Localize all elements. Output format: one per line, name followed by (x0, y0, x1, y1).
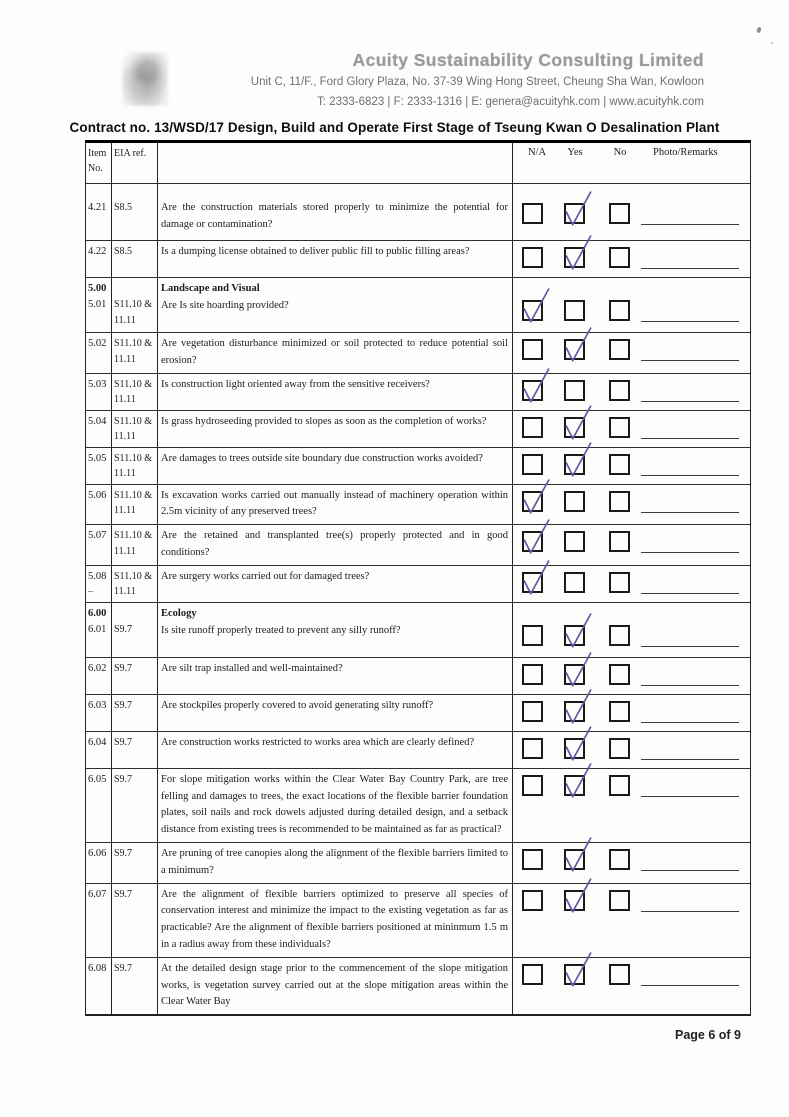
section-title: Ecology (161, 607, 197, 619)
question-cell (158, 485, 513, 525)
item-no-cell (86, 884, 112, 957)
eia-ref: S11.10 & 11.11 (114, 489, 152, 517)
checkbox-na-checked (522, 380, 543, 401)
checkbox-na (522, 339, 543, 360)
remarks-line (641, 592, 739, 594)
checklist-row (86, 768, 750, 842)
question-text: Are the retained and transplanted tree(s) properly protected and in good conditions? (161, 530, 508, 558)
answer-cell (513, 843, 750, 883)
checkbox-yes-checked (564, 664, 585, 685)
question-text: Are pruning of tree canopies along the alignment of the flexible barriers limited to a minimum? (161, 847, 508, 876)
eia-ref: S11.10 & 11.11 (114, 299, 152, 326)
item-no-cell (86, 843, 112, 883)
checklist-table (85, 140, 751, 1016)
eia-ref: S8.5 (114, 202, 133, 213)
eia-ref-cell (112, 448, 158, 484)
item-number: 5.02 (88, 338, 107, 349)
eia-ref: S8.5 (114, 246, 133, 257)
col-header-yes: Yes (567, 147, 583, 158)
col-header-no: No (613, 147, 627, 158)
checkbox-na-checked (522, 572, 543, 593)
checklist-row (86, 842, 750, 883)
item-no-cell (86, 333, 112, 373)
question-text: Are the alignment of flexible barriers optimized to preserve all species of conservation interest and minimize the impact to the existing vegetation as far as practicable? Are the alignment of flexible barriers positioned at mininmum 1.5 m in a radius away from these individuals? (161, 888, 508, 950)
col-header-item-no: Item No. (86, 143, 112, 183)
eia-ref-cell (112, 769, 158, 842)
answer-cell (513, 241, 750, 277)
answer-cell (513, 566, 750, 602)
item-number: 5.08 (88, 570, 107, 582)
item-number: 6.07 (88, 888, 107, 900)
item-no-cell (86, 485, 112, 525)
checkbox-no (609, 417, 630, 438)
checkbox-yes-checked (564, 417, 585, 438)
question-text: Are vegetation disturbance minimized or soil protected to reduce potential soil erosion? (161, 338, 508, 366)
checkbox-no (609, 738, 630, 759)
question-text: Are construction works restricted to works area which are clearly defined? (161, 736, 475, 748)
answer-cell (513, 197, 750, 240)
eia-ref-cell (112, 958, 158, 1014)
company-contact: T: 2333-6823 | F: 2333-1316 | E: genera@acuityhk.com | www.acuityhk.com (317, 95, 704, 108)
checkbox-na (522, 454, 543, 475)
eia-ref: S11.10 & 11.11 (114, 415, 152, 443)
remarks-line (641, 223, 739, 225)
item-no-cell (86, 241, 112, 277)
checklist-row (86, 332, 750, 373)
item-no-cell (86, 525, 112, 565)
checklist-row (86, 410, 750, 447)
question-cell (158, 566, 513, 602)
remarks-line (641, 359, 739, 361)
checkbox-yes-checked (564, 203, 585, 224)
question-text: Are Is site hoarding provided? (161, 299, 289, 311)
remarks-line (641, 551, 739, 553)
item-no-cell (86, 448, 112, 484)
page-number: Page 6 of 9 (675, 1028, 741, 1042)
checklist-row (86, 657, 750, 694)
question-text: Is grass hydroseeding provided to slopes as soon as the completion of works? (161, 415, 487, 427)
checklist-row (86, 694, 750, 731)
question-cell (158, 448, 513, 484)
checkbox-na (522, 701, 543, 722)
eia-ref-cell (112, 197, 158, 240)
question-cell (158, 241, 513, 277)
question-text: Is site runoff properly treated to prevent any silly runoff? (161, 624, 401, 636)
checkbox-yes-checked (564, 701, 585, 722)
section-number: 5.00 (88, 283, 107, 294)
item-number: 5.01 (88, 299, 107, 311)
scan-speck (771, 42, 773, 44)
eia-ref-cell (112, 843, 158, 883)
eia-ref: S11.10 & 11.11 (114, 378, 152, 406)
checkbox-no (609, 775, 630, 796)
eia-ref: S11.10 & 11.11 (114, 570, 152, 598)
eia-ref-cell (112, 525, 158, 565)
remarks-line (641, 320, 739, 322)
letterhead (0, 50, 704, 110)
question-cell (158, 843, 513, 883)
checkbox-yes-checked (564, 964, 585, 985)
checkbox-yes-checked (564, 890, 585, 911)
question-text: Is excavation works carried out manually instead of machinery operation within 2.5m vicinity of any preserved trees? (161, 489, 508, 518)
table-header-row (86, 143, 750, 183)
checkbox-yes (564, 300, 585, 321)
checkbox-no (609, 849, 630, 870)
eia-ref-cell (112, 884, 158, 957)
checkbox-yes-checked (564, 625, 585, 646)
item-number: 5.06 (88, 489, 107, 501)
item-number: 5.07 (88, 530, 107, 542)
answer-cell (513, 411, 750, 447)
checkbox-yes-checked (564, 849, 585, 870)
company-name: Acuity Sustainability Consulting Limited (352, 50, 704, 70)
checkbox-yes-checked (564, 247, 585, 268)
eia-ref: S9.7 (114, 888, 133, 900)
remarks-line (641, 400, 739, 402)
section-number: 6.00 (88, 607, 107, 619)
checklist-row (86, 565, 750, 602)
eia-ref: S9.7 (114, 699, 133, 711)
item-number: 4.21 (88, 202, 107, 213)
checkbox-no (609, 964, 630, 985)
checkbox-na (522, 738, 543, 759)
checkbox-no (609, 890, 630, 911)
checkbox-no (609, 491, 630, 512)
item-number: 6.05 (88, 773, 107, 785)
item-number: 4.22 (88, 246, 107, 257)
section-title: Landscape and Visual (161, 283, 260, 294)
stray-pen-mark: _ (88, 582, 94, 594)
eia-ref: S9.7 (114, 736, 133, 748)
col-header-answers (513, 143, 750, 183)
remarks-line (641, 511, 739, 513)
checkbox-yes (564, 380, 585, 401)
answer-cell (513, 658, 750, 694)
remarks-line (641, 758, 739, 760)
checkbox-na-checked (522, 491, 543, 512)
remarks-line (641, 684, 739, 686)
eia-ref: S11.10 & 11.11 (114, 338, 152, 365)
remarks-line (641, 984, 739, 986)
item-no-cell (86, 958, 112, 1014)
eia-ref: S9.7 (114, 623, 133, 635)
question-cell (158, 411, 513, 447)
question-cell (158, 732, 513, 768)
question-cell (158, 695, 513, 731)
col-header-na: N/A (527, 147, 547, 158)
remarks-line (641, 910, 739, 912)
question-text: Is a dumping license obtained to deliver public fill to public filling areas? (161, 246, 470, 257)
answer-cell (513, 769, 750, 842)
question-text: Are silt trap installed and well-maintained? (161, 662, 343, 674)
remarks-line (641, 267, 739, 269)
item-number: 5.05 (88, 452, 107, 464)
item-no-cell (86, 278, 112, 332)
question-text: For slope mitigation works within the Clear Water Bay Country Park, are tree felling and damages to trees, the exact locations of the flexible barrier foundation plates, soil nails and rock dowels adjusted during detailed design, and a setback distance from existing trees is recommended to be maintained as far as practical? (161, 773, 508, 836)
question-text: Are surgery works carried out for damaged trees? (161, 570, 370, 582)
question-cell (158, 658, 513, 694)
table-body (86, 197, 750, 1014)
col-header-question (158, 143, 513, 183)
item-number: 6.08 (88, 962, 107, 974)
checklist-row (86, 484, 750, 525)
eia-ref: S11.10 & 11.11 (114, 530, 152, 557)
item-no-cell (86, 374, 112, 410)
remarks-line (641, 869, 739, 871)
checklist-row (86, 197, 750, 240)
checkbox-no (609, 625, 630, 646)
eia-ref-cell (112, 278, 158, 332)
checkbox-no (609, 247, 630, 268)
checklist-row (86, 277, 750, 332)
contract-title: Contract no. 13/WSD/17 Design, Build and Operate First Stage of Tseung Kwan O Desalination Plant (69, 120, 720, 135)
checklist-row (86, 447, 750, 484)
answer-cell (513, 884, 750, 957)
remarks-line (641, 437, 739, 439)
scan-speck (756, 26, 762, 33)
checkbox-no (609, 380, 630, 401)
checklist-row (86, 883, 750, 957)
eia-ref: S9.7 (114, 962, 133, 974)
question-cell (158, 769, 513, 842)
remarks-line (641, 721, 739, 723)
item-no-cell (86, 732, 112, 768)
eia-ref-cell (112, 333, 158, 373)
eia-ref-cell (112, 241, 158, 277)
checkbox-no (609, 339, 630, 360)
checkbox-na-checked (522, 531, 543, 552)
checkbox-yes-checked (564, 454, 585, 475)
checkbox-na (522, 775, 543, 796)
item-no-cell (86, 197, 112, 240)
item-number: 5.03 (88, 378, 107, 390)
checkbox-yes-checked (564, 775, 585, 796)
checkbox-na (522, 203, 543, 224)
answer-cell (513, 958, 750, 1014)
eia-ref-cell (112, 411, 158, 447)
question-cell (158, 374, 513, 410)
question-cell (158, 197, 513, 240)
item-no-cell (86, 411, 112, 447)
item-number: 6.01 (88, 624, 107, 636)
question-cell (158, 278, 513, 332)
checkbox-na (522, 247, 543, 268)
remarks-line (641, 645, 739, 647)
checkbox-yes (564, 531, 585, 552)
checkbox-yes-checked (564, 738, 585, 759)
checklist-row (86, 602, 750, 657)
answer-cell (513, 695, 750, 731)
checkbox-no (609, 701, 630, 722)
question-text: Are damages to trees outside site boundary due construction works avoided? (161, 452, 483, 464)
answer-cell (513, 603, 750, 657)
eia-ref: S9.7 (114, 773, 133, 785)
answer-cell (513, 374, 750, 410)
checkbox-na (522, 664, 543, 685)
item-no-cell (86, 658, 112, 694)
checkbox-yes (564, 572, 585, 593)
checkbox-no (609, 203, 630, 224)
remarks-line (641, 795, 739, 797)
checkbox-na (522, 625, 543, 646)
item-no-cell (86, 603, 112, 657)
col-header-eia-ref: EIA ref. (112, 143, 158, 183)
checkbox-no (609, 664, 630, 685)
item-number: 6.06 (88, 847, 107, 859)
item-number: 6.02 (88, 662, 107, 674)
checklist-row (86, 957, 750, 1014)
company-address: Unit C, 11/F., Ford Glory Plaza, No. 37-39 Wing Hong Street, Cheung Sha Wan, Kowloon (250, 76, 704, 88)
checkbox-na (522, 849, 543, 870)
eia-ref: S11.10 & 11.11 (114, 452, 152, 480)
eia-ref: S9.7 (114, 662, 133, 674)
question-text: Are the construction materials stored properly to minimize the potential for damage or contamination? (161, 202, 508, 230)
eia-ref-cell (112, 695, 158, 731)
question-text: Is construction light oriented away from the sensitive receivers? (161, 378, 430, 390)
eia-ref-cell (112, 732, 158, 768)
item-no-cell (86, 769, 112, 842)
question-cell (158, 884, 513, 957)
eia-ref-cell (112, 566, 158, 602)
item-number: 6.03 (88, 699, 107, 711)
checklist-row (86, 524, 750, 565)
checkbox-no (609, 531, 630, 552)
col-header-photo-remarks: Photo/Remarks (653, 147, 718, 158)
question-text: At the detailed design stage prior to the commencement of the slope mitigation works, is vegetation survey carried out at the slope mitigation areas within the Clear Water Bay (161, 962, 508, 1008)
answer-cell (513, 278, 750, 332)
checkbox-na (522, 890, 543, 911)
eia-ref: S9.7 (114, 847, 133, 859)
item-no-cell (86, 695, 112, 731)
checkbox-no (609, 300, 630, 321)
checkbox-na-checked (522, 300, 543, 321)
checkbox-yes (564, 491, 585, 512)
question-text: Are stockpiles properly covered to avoid generating silty runoff? (161, 699, 434, 711)
eia-ref-cell (112, 603, 158, 657)
checkbox-na (522, 417, 543, 438)
checkbox-no (609, 454, 630, 475)
item-no-cell (86, 566, 112, 602)
remarks-line (641, 474, 739, 476)
checklist-row (86, 731, 750, 768)
eia-ref-cell (112, 485, 158, 525)
spacer-row (86, 183, 750, 197)
question-cell (158, 603, 513, 657)
answer-cell (513, 732, 750, 768)
checklist-row (86, 373, 750, 410)
item-number: 5.04 (88, 415, 107, 427)
checkbox-yes-checked (564, 339, 585, 360)
checkbox-no (609, 572, 630, 593)
item-number: 6.04 (88, 736, 107, 748)
question-cell (158, 525, 513, 565)
eia-ref-cell (112, 374, 158, 410)
checklist-row (86, 240, 750, 277)
checkbox-na (522, 964, 543, 985)
question-cell (158, 958, 513, 1014)
eia-ref-cell (112, 658, 158, 694)
question-cell (158, 333, 513, 373)
